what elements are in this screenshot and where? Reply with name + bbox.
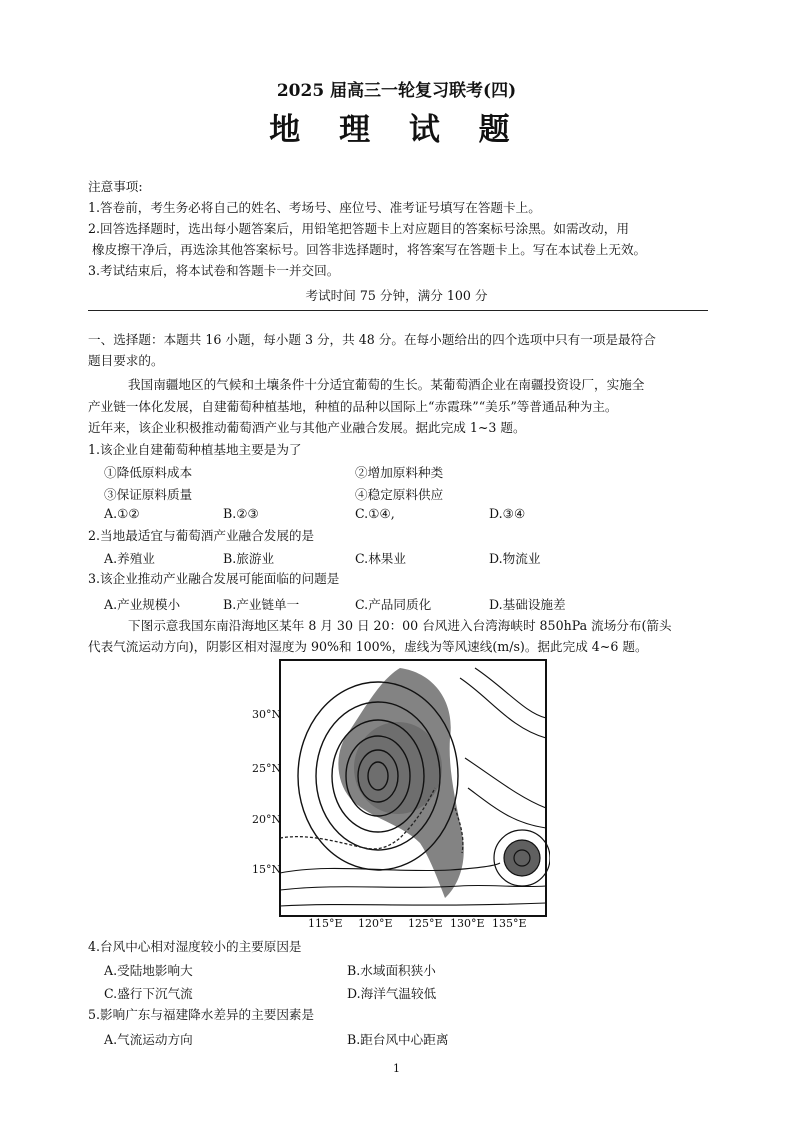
lat-label: 20°N xyxy=(252,813,282,826)
lon-label: 120°E xyxy=(358,917,393,928)
question-2-stem: 2.当地最适宜与葡萄酒产业融合发展的是 xyxy=(88,528,315,543)
notice-item: 橡皮擦干净后，再选涂其他答案标号。回答非选择题时，将答案写在答题卡上。写在本试卷上无效。 xyxy=(92,242,647,257)
q3-option-a: A.产业规模小 xyxy=(104,597,181,612)
q2-option-a: A.养殖业 xyxy=(104,551,155,566)
header-divider xyxy=(88,310,708,311)
lon-label: 115°E xyxy=(308,917,343,928)
q1-item: ②增加原料种类 xyxy=(355,465,444,480)
question-1-stem: 1.该企业自建葡萄种植基地主要是为了 xyxy=(88,442,302,457)
section-intro-cont: 题目要求的。 xyxy=(88,353,164,368)
question-5-stem: 5.影响广东与福建降水差异的主要因素是 xyxy=(88,1007,315,1022)
q3-option-d: D.基础设施差 xyxy=(489,597,566,612)
q4-option-d: D.海洋气温较低 xyxy=(347,986,437,1001)
question-3-stem: 3.该企业推动产业融合发展可能面临的问题是 xyxy=(88,571,340,586)
q2-option-b: B.旅游业 xyxy=(223,551,275,566)
q3-option-c: C.产品同质化 xyxy=(355,597,432,612)
notice-item: 1.答卷前，考生务必将自己的姓名、考场号、座位号、准考证号填写在答题卡上。 xyxy=(88,200,541,215)
lat-label: 25°N xyxy=(252,762,282,775)
lat-label: 15°N xyxy=(252,863,282,876)
notice-item: 3.考试结束后，将本试卷和答题卡一并交回。 xyxy=(88,263,340,278)
notice-heading: 注意事项: xyxy=(88,179,143,194)
q2-option-c: C.林果业 xyxy=(355,551,406,566)
lon-label: 135°E xyxy=(492,917,527,928)
q1-option-a: A.①② xyxy=(104,506,140,521)
notice-item: 2.回答选择题时，选出每小题答案后，用铅笔把答题卡上对应题目的答案标号涂黑。如需改动，用 xyxy=(88,221,629,236)
q1-option-c: C.①④, xyxy=(355,506,395,521)
passage-line: 我国南疆地区的气候和土壤条件十分适宜葡萄的生长。某葡萄酒企业在南疆投资设厂，实施全 xyxy=(128,377,645,392)
exam-name: 2025 届高三一轮复习联考(四) xyxy=(276,81,517,101)
q1-option-d: D.③④ xyxy=(489,506,526,521)
q1-option-b: B.②③ xyxy=(223,506,259,521)
lon-label: 125°E xyxy=(408,917,443,928)
q3-option-b: B.产业链单一 xyxy=(223,597,300,612)
typhoon-streamline-map xyxy=(250,658,550,928)
lon-label: 130°E xyxy=(450,917,485,928)
q5-option-b: B.距台风中心距离 xyxy=(347,1032,449,1047)
q1-item: ①降低原料成本 xyxy=(104,465,193,480)
q4-option-a: A.受陆地影响大 xyxy=(104,963,193,978)
q4-option-b: B.水域面积狭小 xyxy=(347,963,436,978)
q1-item: ③保证原料质量 xyxy=(104,487,193,502)
question-4-stem: 4.台风中心相对湿度较小的主要原因是 xyxy=(88,939,302,954)
passage-line: 下图示意我国东南沿海地区某年 8 月 30 日 20：00 台风进入台湾海峡时 850hPa 流场分布(箭头 xyxy=(128,618,672,633)
exam-time-info: 考试时间 75 分钟，满分 100 分 xyxy=(305,288,488,303)
lat-label: 30°N xyxy=(252,708,282,721)
subject-title: 地 理 试 题 xyxy=(269,112,524,148)
q2-option-d: D.物流业 xyxy=(489,551,541,566)
passage-line: 近年来，该企业积极推动葡萄酒产业与其他产业融合发展。据此完成 1~3 题。 xyxy=(88,420,526,435)
passage-line: 产业链一体化发展，自建葡萄种植基地，种植的品种以国际上“赤霞珠”“美乐”等普通品种为主。 xyxy=(88,399,618,414)
section-intro: 一、选择题：本题共 16 小题，每小题 3 分，共 48 分。在每小题给出的四个选项中只有一项是最符合 xyxy=(88,332,656,347)
q5-option-a: A.气流运动方向 xyxy=(104,1032,193,1047)
q4-option-c: C.盛行下沉气流 xyxy=(104,986,193,1001)
q1-item: ④稳定原料供应 xyxy=(355,487,444,502)
passage-line: 代表气流运动方向)，阴影区相对湿度为 90%和 100%，虚线为等风速线(m/s)。据此完成 4~6 题。 xyxy=(88,639,648,654)
page-number: 1 xyxy=(393,1062,400,1075)
